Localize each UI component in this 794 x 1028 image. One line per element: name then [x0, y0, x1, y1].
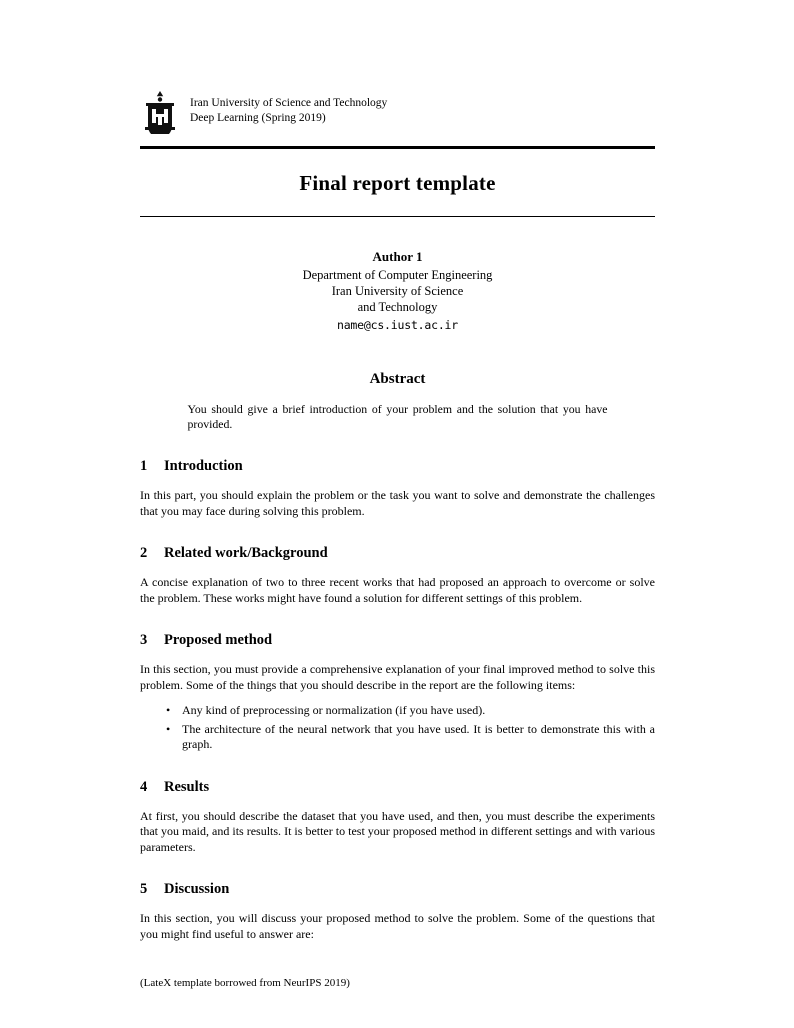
section-results: [140, 779, 655, 856]
section-paragraph: In this section, you must provide a comprehensive explanation of your final improved method to solve this problem. Some of the things that you should describe in the report are the following items:: [140, 662, 655, 692]
section-title: Introduction: [164, 458, 243, 474]
section-paragraph: In this part, you should explain the problem or the task you want to solve and demonstrate the challenges that you may face during solving this problem.: [140, 488, 655, 518]
abstract-heading: Abstract: [369, 371, 426, 387]
section-number: 4: [140, 778, 148, 795]
page-title: Final report template: [299, 171, 496, 195]
section-heading: [140, 632, 655, 649]
author-affiliation-line-2: Iran University of Science: [331, 284, 464, 298]
course-name: Deep Learning (Spring 2019): [190, 112, 326, 124]
author-name: Author 1: [372, 249, 423, 264]
author-email: name@cs.iust.ac.ir: [336, 318, 459, 332]
author-affiliation-line-1: Department of Computer Engineering: [302, 268, 493, 282]
section-number: 3: [140, 632, 148, 648]
section-paragraph: In this section, you will discuss your proposed method to solve the problem. Some of the questions that you might find useful to answer are:: [140, 911, 655, 941]
proposed-method-bullet-list: [140, 703, 655, 753]
list-item: • Any kind of preprocessing or normalization (if you have used).: [180, 703, 655, 719]
section-proposed-method: [140, 632, 655, 753]
university-name: Iran University of Science and Technology: [190, 97, 388, 109]
section-related-work: [140, 545, 655, 606]
title-rule-thin: [140, 216, 655, 217]
section-title: Proposed method: [164, 632, 273, 648]
abstract-body: You should give a brief introduction of your problem and the solution that you have provided.: [187, 402, 608, 431]
header-text-block: [190, 90, 387, 126]
section-heading: [140, 458, 655, 475]
section-number: 1: [140, 458, 148, 474]
section-heading: [140, 779, 655, 796]
section-paragraph: A concise explanation of two to three recent works that had proposed an approach to overcome or solve the problem. These works might have found a solution for different settings of this problem.: [140, 575, 655, 605]
section-heading: [140, 545, 655, 562]
iust-university-logo-icon: [142, 90, 178, 134]
section-introduction: [140, 458, 655, 519]
author-affiliation-line-3: and Technology: [357, 300, 438, 314]
document-header: [140, 90, 655, 138]
section-title: Results: [164, 778, 210, 795]
section-number: 5: [140, 881, 148, 897]
author-block: [140, 249, 655, 333]
list-item: • The architecture of the neural network that you have used. It is better to demonstrate this with a graph.: [180, 722, 655, 753]
section-number: 2: [140, 545, 148, 561]
section-discussion: [140, 881, 655, 942]
section-heading: [140, 881, 655, 898]
section-paragraph: At first, you should describe the dataset that you have used, and then, you must describe the experiments that you maid, and its results. It is better to test your proposed method in different settings and with various parameters.: [140, 808, 655, 854]
page-content: [140, 90, 655, 990]
section-title: Discussion: [164, 881, 230, 897]
section-title: Related work/Background: [164, 545, 328, 561]
template-attribution-note: (LateX template borrowed from NeurIPS 2019): [140, 977, 350, 989]
